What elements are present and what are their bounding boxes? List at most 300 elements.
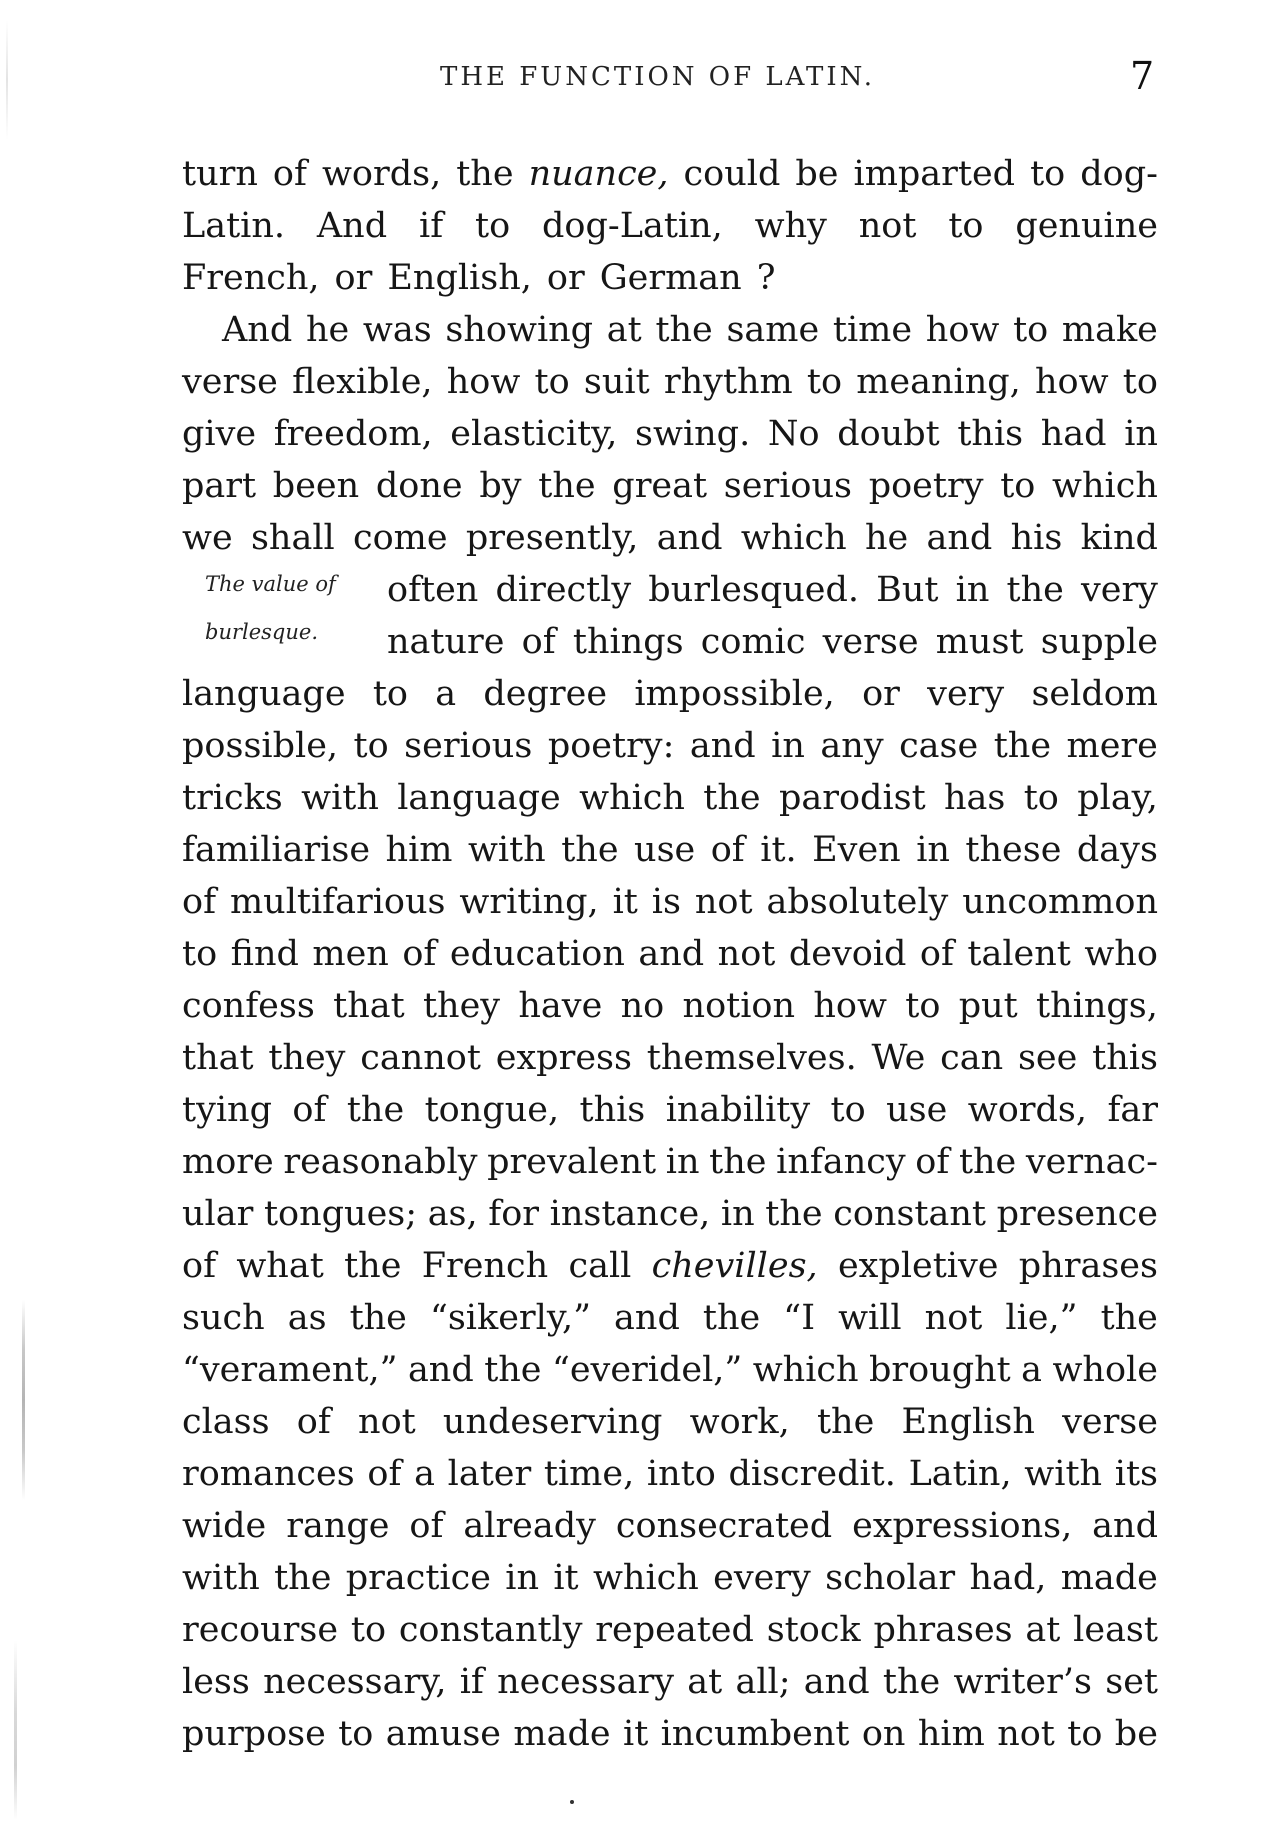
word: of — [292, 1090, 327, 1130]
word: to — [1023, 778, 1059, 818]
word: time — [832, 310, 913, 350]
scan-artifact — [6, 20, 8, 140]
word: verse — [182, 362, 278, 402]
word: they — [422, 986, 501, 1026]
word: “I — [783, 1298, 816, 1338]
word: its — [1114, 1454, 1158, 1494]
word: done — [375, 466, 463, 506]
word: Even — [812, 830, 901, 870]
word: writer’s — [953, 1662, 1092, 1702]
word: his — [1010, 518, 1063, 558]
word: if — [459, 1662, 484, 1702]
word: freedom, — [273, 414, 433, 454]
word: been — [272, 466, 360, 506]
text-line — [182, 200, 1158, 252]
word: burlesqued. — [648, 570, 860, 610]
word: to — [475, 206, 511, 246]
word: the — [561, 830, 619, 870]
word: And — [222, 310, 293, 350]
word: necessary — [497, 1662, 675, 1702]
word: verse — [1062, 1402, 1158, 1442]
word: French — [421, 1246, 549, 1286]
word: has — [944, 778, 1006, 818]
word: no — [620, 986, 665, 1026]
word: brought — [868, 1350, 1011, 1390]
word: this — [579, 1090, 646, 1130]
word: the — [1100, 1298, 1158, 1338]
word: “everidel,” — [551, 1350, 743, 1390]
word: on — [861, 1714, 906, 1754]
word: serious — [723, 466, 852, 506]
running-title: THE FUNCTION OF LATIN. — [440, 62, 876, 92]
word: presence — [996, 1194, 1158, 1234]
word: Latin, — [908, 1454, 1012, 1494]
word: stock — [766, 1610, 861, 1650]
word: which — [740, 518, 847, 558]
word: have — [518, 986, 603, 1026]
word: cannot — [360, 1038, 481, 1078]
word: not — [997, 1714, 1055, 1754]
word: prevalent — [487, 1142, 657, 1182]
word: come — [353, 518, 448, 558]
word: it. — [760, 830, 797, 870]
word: the — [274, 1558, 332, 1598]
text-line — [182, 616, 1158, 668]
text-line — [182, 720, 1158, 772]
word: all; — [735, 1662, 791, 1702]
word: romances — [182, 1454, 355, 1494]
word: least — [1073, 1610, 1158, 1650]
word: range — [286, 1506, 390, 1546]
word: and — [926, 518, 993, 558]
word: or — [334, 258, 373, 298]
word: English, — [387, 258, 532, 298]
word: the — [456, 154, 514, 194]
word: mere — [1066, 726, 1158, 766]
word: will — [838, 1298, 902, 1338]
word: to — [350, 1610, 387, 1650]
word: every — [713, 1558, 811, 1598]
word: must — [935, 622, 1024, 662]
text-line — [182, 1240, 1158, 1292]
word: of — [409, 1506, 444, 1546]
sidenote-line-1: The value of — [205, 572, 336, 596]
word: the — [538, 466, 596, 506]
word: to — [806, 362, 843, 402]
word: swing. — [635, 414, 751, 454]
text-line — [182, 408, 1158, 460]
word: as, — [427, 1194, 478, 1234]
word: ular — [182, 1194, 254, 1234]
word: case — [899, 726, 979, 766]
word: who — [1084, 934, 1158, 974]
word: wide — [182, 1506, 267, 1546]
word: the — [709, 1142, 767, 1182]
text-line — [182, 1552, 1158, 1604]
word: of — [272, 154, 307, 194]
word: things, — [1036, 986, 1158, 1026]
word: made — [513, 1714, 611, 1754]
word: genuine — [1015, 206, 1158, 246]
word: of — [710, 830, 745, 870]
word: the — [346, 1090, 405, 1130]
word: to — [948, 206, 984, 246]
text-line — [182, 668, 1158, 720]
word: inability — [665, 1090, 811, 1130]
word: undeserving — [442, 1402, 663, 1442]
word: less — [182, 1662, 250, 1702]
word: lie,” — [1005, 1298, 1078, 1338]
word: degree — [483, 674, 608, 714]
word: repeated — [595, 1610, 754, 1650]
word: the — [703, 778, 761, 818]
word: constantly — [398, 1610, 583, 1650]
word: of — [182, 882, 217, 922]
word: not — [924, 1298, 983, 1338]
word: how — [925, 310, 1000, 350]
text-line — [182, 1448, 1158, 1500]
word: call — [568, 1246, 632, 1286]
word: him — [385, 830, 453, 870]
word: it — [612, 882, 638, 922]
word: with — [182, 1558, 260, 1598]
word: poetry: — [547, 726, 675, 766]
word: not — [694, 882, 753, 922]
word: express — [495, 1038, 632, 1078]
word: what — [236, 1246, 324, 1286]
word: themselves. — [646, 1038, 857, 1078]
text-line — [182, 1500, 1158, 1552]
word: things — [572, 622, 684, 662]
word: later — [447, 1454, 532, 1494]
word: kind — [1080, 518, 1158, 558]
word: suit — [583, 362, 650, 402]
word: or — [862, 674, 900, 714]
word: of — [521, 622, 556, 662]
word: any — [820, 726, 884, 766]
word: to — [1013, 310, 1049, 350]
word: tricks — [182, 778, 283, 818]
scan-artifact — [22, 1300, 25, 1500]
word: the — [816, 1402, 875, 1442]
word: seldom — [1031, 674, 1158, 714]
text-line — [182, 356, 1158, 408]
word: that — [333, 986, 405, 1026]
word: men — [312, 934, 389, 974]
word: how — [813, 986, 887, 1026]
word: notion — [682, 986, 796, 1026]
word: words, — [321, 154, 442, 194]
text-line — [182, 876, 1158, 928]
word: could — [683, 154, 781, 194]
word: for — [488, 1194, 540, 1234]
text-line — [182, 564, 1158, 616]
print-speck — [570, 1800, 574, 1804]
word: same — [726, 310, 820, 350]
word: impossible, — [634, 674, 835, 714]
word: to — [830, 1090, 866, 1130]
word: English — [901, 1402, 1035, 1442]
word: the — [702, 1298, 761, 1338]
word: in — [665, 1142, 700, 1182]
word: and — [803, 1662, 870, 1702]
word: parodist — [778, 778, 926, 818]
word: give — [182, 414, 257, 454]
text-line — [182, 304, 1158, 356]
word: We — [871, 1038, 926, 1078]
word: discredit. — [728, 1454, 896, 1494]
word: of — [915, 1142, 950, 1182]
word: not — [358, 1402, 416, 1442]
word: absolutely — [766, 882, 949, 922]
text-line — [182, 928, 1158, 980]
word: the — [958, 1142, 1017, 1182]
word: imparted — [853, 154, 1016, 194]
word: more — [182, 1142, 274, 1182]
text-line — [182, 1136, 1158, 1188]
text-line — [182, 1604, 1158, 1656]
word: serious — [404, 726, 533, 766]
word: German — [599, 258, 742, 298]
word: of — [296, 1402, 331, 1442]
word: supple — [1040, 622, 1158, 662]
word: of — [367, 1454, 402, 1494]
word: be — [795, 154, 839, 194]
word: to — [534, 362, 570, 402]
word: incumbent — [660, 1714, 850, 1754]
word: in — [771, 726, 805, 766]
word: it — [623, 1714, 649, 1754]
word: and — [614, 1298, 680, 1338]
word: comic — [700, 622, 806, 662]
word: not — [858, 206, 917, 246]
word: presently, — [465, 518, 639, 558]
word: elasticity, — [450, 414, 618, 454]
word: expressions, — [852, 1506, 1073, 1546]
word: the — [993, 726, 1052, 766]
text-line — [182, 1656, 1158, 1708]
word: and — [689, 726, 756, 766]
word: how — [1035, 362, 1109, 402]
word: at — [1025, 1610, 1061, 1650]
word: tongues; — [263, 1194, 418, 1234]
text-line — [182, 1344, 1158, 1396]
word: necessary, — [263, 1662, 447, 1702]
word: uncommon — [962, 882, 1158, 922]
word: we — [182, 518, 233, 558]
word: great — [612, 466, 708, 506]
word: at — [606, 310, 642, 350]
word: amuse — [385, 1714, 502, 1754]
scan-artifact — [14, 1640, 17, 1820]
word: infancy — [776, 1142, 906, 1182]
word: with — [467, 830, 546, 870]
word: into — [646, 1454, 716, 1494]
word: verse — [822, 622, 919, 662]
word: language — [397, 778, 561, 818]
word: Latin. — [182, 206, 286, 246]
word: dog- — [1080, 154, 1158, 194]
word: if — [419, 206, 444, 246]
word: they — [268, 1038, 346, 1078]
word: as — [287, 1298, 327, 1338]
word: to — [1030, 154, 1066, 194]
word: with — [301, 778, 379, 818]
text-line — [182, 148, 1158, 200]
word: had, — [969, 1558, 1047, 1598]
word: the — [765, 1194, 823, 1234]
word: to — [905, 986, 941, 1026]
word: instance, — [549, 1194, 711, 1234]
word: by — [479, 466, 522, 506]
word: with — [1024, 1454, 1103, 1494]
text-line — [182, 1084, 1158, 1136]
word: turn — [182, 154, 258, 194]
word: recourse — [182, 1610, 339, 1650]
word: in — [505, 1558, 540, 1598]
word: use — [886, 1090, 948, 1130]
word: chevilles, — [651, 1246, 818, 1286]
word: devoid — [788, 934, 907, 974]
text-line — [182, 1708, 1158, 1760]
word: possible, — [182, 726, 339, 766]
word: ? — [756, 258, 776, 298]
word: No — [767, 414, 820, 454]
word: of — [919, 934, 954, 974]
word: he — [305, 310, 350, 350]
word: days — [1076, 830, 1158, 870]
word: expletive — [837, 1246, 999, 1286]
word: very — [927, 674, 1005, 714]
word: at — [687, 1662, 723, 1702]
word: the — [344, 1246, 402, 1286]
word: make — [1061, 310, 1158, 350]
word: class — [182, 1402, 270, 1442]
word: of — [182, 1246, 217, 1286]
word: this — [957, 414, 1024, 454]
word: set — [1105, 1662, 1158, 1702]
word: phrases — [1018, 1246, 1158, 1286]
word: not — [717, 934, 776, 974]
word: which — [592, 1558, 699, 1598]
word: language — [182, 674, 346, 714]
word: But — [876, 570, 939, 610]
word: the — [349, 1298, 407, 1338]
text-line — [182, 772, 1158, 824]
word: reasonably — [283, 1142, 478, 1182]
page-number: 7 — [1130, 54, 1155, 98]
word: put — [958, 986, 1018, 1026]
word: flexible, — [292, 362, 433, 402]
word: a — [435, 674, 457, 714]
word: can — [940, 1038, 1004, 1078]
word: which — [579, 778, 685, 818]
word: purpose — [182, 1714, 326, 1754]
text-line — [182, 1396, 1158, 1448]
word: to — [1000, 466, 1036, 506]
word: talent — [967, 934, 1071, 974]
word: tying — [182, 1090, 272, 1130]
text-line — [182, 512, 1158, 564]
text-line — [182, 980, 1158, 1032]
word: how — [446, 362, 521, 402]
word: he — [864, 518, 909, 558]
word: made — [1060, 1558, 1158, 1598]
word: to — [372, 674, 408, 714]
word: French, — [182, 258, 320, 298]
word: time, — [543, 1454, 635, 1494]
word: constant — [833, 1194, 986, 1234]
word: showing — [445, 310, 594, 350]
word: that — [182, 1038, 254, 1078]
word: him — [917, 1714, 985, 1754]
word: be — [1114, 1714, 1158, 1754]
body-text — [182, 148, 1158, 1760]
word: and — [1092, 1506, 1158, 1546]
word: part — [182, 466, 257, 506]
word: “verament,” — [182, 1350, 398, 1390]
word: to — [338, 1714, 374, 1754]
word: “sikerly,” — [429, 1298, 591, 1338]
word: had — [1040, 414, 1107, 454]
word: far — [1107, 1090, 1158, 1130]
word: see — [1017, 1038, 1078, 1078]
word: writing, — [459, 882, 599, 922]
word: phrases — [873, 1610, 1013, 1650]
word: the — [1006, 570, 1064, 610]
word: to — [1122, 362, 1158, 402]
word: in — [955, 570, 990, 610]
word: familiarise — [182, 830, 371, 870]
word: or — [546, 258, 585, 298]
word: dog-Latin, — [542, 206, 723, 246]
word: why — [754, 206, 827, 246]
word: rhythm — [663, 362, 793, 402]
word: to — [182, 934, 218, 974]
word: shall — [250, 518, 335, 558]
word: multifarious — [229, 882, 446, 922]
word: directly — [495, 570, 632, 610]
word: work, — [689, 1402, 790, 1442]
word: find — [230, 934, 299, 974]
word: confess — [182, 986, 315, 1026]
word: meaning, — [856, 362, 1021, 402]
word: of — [402, 934, 437, 974]
word: And — [316, 206, 388, 246]
word: was — [362, 310, 432, 350]
text-line — [182, 824, 1158, 876]
word: to — [1067, 1714, 1103, 1754]
word: already — [463, 1506, 596, 1546]
word: doubt — [837, 414, 940, 454]
word: a — [414, 1454, 435, 1494]
word: practice — [345, 1558, 491, 1598]
word: nature — [387, 622, 505, 662]
word: and — [638, 934, 705, 974]
word: which — [752, 1350, 859, 1390]
word: a — [1021, 1350, 1043, 1390]
word: education — [449, 934, 625, 974]
word: the — [655, 310, 713, 350]
word: play, — [1077, 778, 1158, 818]
word: scholar — [825, 1558, 956, 1598]
word: these — [965, 830, 1062, 870]
word: in — [916, 830, 950, 870]
word: often — [387, 570, 479, 610]
word: the — [882, 1662, 941, 1702]
word: in — [1124, 414, 1158, 454]
word: and — [656, 518, 723, 558]
